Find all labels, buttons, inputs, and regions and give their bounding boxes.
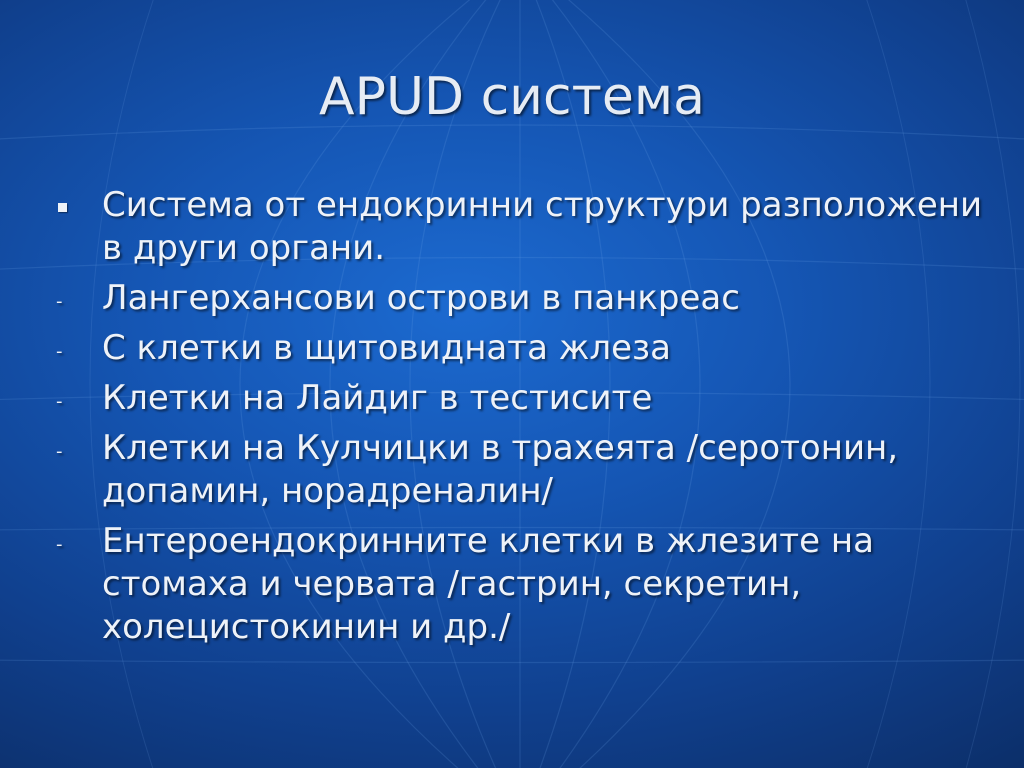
bullet-item	[56, 327, 996, 370]
bullet-text: С клетки в щитовидната жлеза	[102, 328, 671, 368]
bullet-text: Клетки на Лайдиг в тестисите	[102, 378, 653, 418]
bullet-list	[56, 184, 996, 656]
dash-bullet-icon: -	[56, 534, 63, 555]
dash-bullet-icon: -	[56, 341, 63, 362]
dash-bullet-icon: -	[56, 441, 63, 462]
square-bullet-icon	[58, 203, 67, 212]
bullet-text: Ентероендокринните клетки в жлезите на стомаха и червата /гастрин, секретин, холецистокинин и др./	[102, 521, 874, 647]
bullet-text: Лангерхансови острови в панкреас	[102, 278, 740, 318]
bullet-text: Система от ендокринни структури разположени в други органи.	[102, 185, 983, 268]
bullet-item	[56, 277, 996, 320]
bullet-text: Клетки на Кулчицки в трахеята /серотонин, допамин, норадреналин/	[102, 428, 899, 511]
bullet-item	[56, 184, 996, 270]
bullet-item	[56, 520, 996, 649]
dash-bullet-icon: -	[56, 391, 63, 412]
slide-title: APUD система	[319, 67, 705, 127]
bullet-item	[56, 377, 996, 420]
bullet-item	[56, 427, 996, 513]
dash-bullet-icon: -	[56, 291, 63, 312]
